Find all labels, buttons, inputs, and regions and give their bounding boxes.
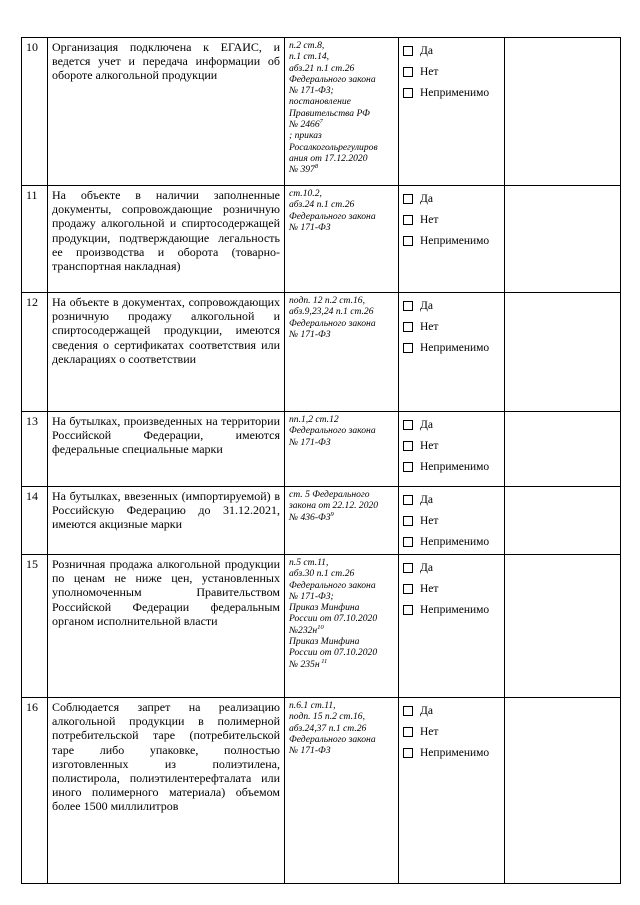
checklist-row bbox=[22, 698, 621, 884]
legal-reference-text: абз.21 п.1 ст.26 bbox=[289, 62, 355, 74]
answer-option[interactable] bbox=[403, 489, 500, 510]
legal-reference-line bbox=[289, 142, 394, 153]
legal-reference-line bbox=[289, 557, 394, 568]
answer-options bbox=[399, 412, 505, 487]
legal-reference bbox=[285, 293, 399, 412]
legal-reference-line bbox=[289, 199, 394, 210]
answer-option[interactable] bbox=[403, 578, 500, 599]
checkbox[interactable] bbox=[403, 67, 413, 77]
legal-reference-text: постановление bbox=[289, 96, 351, 108]
option-label: Неприменимо bbox=[420, 535, 490, 548]
notes-cell[interactable] bbox=[505, 698, 621, 884]
answer-option[interactable] bbox=[403, 337, 500, 358]
answer-option[interactable] bbox=[403, 40, 500, 61]
legal-reference-line bbox=[289, 613, 394, 624]
option-label: Неприменимо bbox=[420, 341, 490, 354]
option-label: Да bbox=[420, 44, 433, 57]
footnote-marker: 8 bbox=[314, 163, 319, 171]
answer-option[interactable] bbox=[403, 531, 500, 552]
footnote-marker: 9 bbox=[330, 510, 334, 518]
checklist-row bbox=[22, 555, 621, 698]
answer-option[interactable] bbox=[403, 510, 500, 531]
legal-reference-line bbox=[289, 222, 394, 233]
requirement-text: На бутылках, ввезенных (импортируемой) в Российскую Федерацию до 31.12.2021, имеются акцизные марки bbox=[48, 487, 285, 555]
footnote-marker: 11 bbox=[319, 657, 328, 665]
legal-reference-line bbox=[289, 329, 394, 340]
notes-cell[interactable] bbox=[505, 487, 621, 555]
legal-reference-line bbox=[289, 568, 394, 579]
answer-option[interactable] bbox=[403, 700, 500, 721]
legal-reference-text: Приказ Минфина bbox=[289, 602, 360, 614]
legal-reference-line bbox=[289, 108, 394, 119]
legal-reference-text: Федерального закона bbox=[289, 210, 376, 222]
legal-reference-text: ания от 17.12.2020 bbox=[289, 152, 368, 164]
checkbox[interactable] bbox=[403, 420, 413, 430]
legal-reference-line bbox=[289, 723, 394, 734]
row-number: 16 bbox=[22, 698, 48, 884]
legal-reference-line bbox=[289, 211, 394, 222]
checkbox[interactable] bbox=[403, 343, 413, 353]
answer-option[interactable] bbox=[403, 456, 500, 477]
legal-reference-text: подп. 15 п.2 ст.16, bbox=[289, 711, 365, 723]
checkbox[interactable] bbox=[403, 516, 413, 526]
legal-reference-text: абз.30 п.1 ст.26 bbox=[289, 568, 355, 580]
checkbox[interactable] bbox=[403, 563, 413, 573]
option-label: Неприменимо bbox=[420, 746, 490, 759]
checkbox[interactable] bbox=[403, 88, 413, 98]
legal-reference-text: абз.9,23,24 п.1 ст.26 bbox=[289, 306, 374, 318]
legal-reference-line bbox=[289, 85, 394, 96]
legal-reference-line bbox=[289, 734, 394, 745]
legal-reference-line bbox=[289, 414, 394, 425]
option-label: Да bbox=[420, 704, 433, 717]
legal-reference-text: № 171-ФЗ; bbox=[289, 590, 334, 602]
checkbox[interactable] bbox=[403, 236, 413, 246]
legal-reference-line bbox=[289, 318, 394, 329]
option-label: Нет bbox=[420, 514, 439, 527]
notes-cell[interactable] bbox=[505, 186, 621, 293]
legal-reference-text: России от 07.10.2020 bbox=[289, 647, 378, 659]
legal-reference-text: № 171-ФЗ bbox=[289, 221, 331, 233]
option-label: Да bbox=[420, 561, 433, 574]
legal-reference-text: Федерального закона bbox=[289, 579, 376, 591]
checkbox[interactable] bbox=[403, 605, 413, 615]
legal-reference-text: закона от 22.12. 2020 bbox=[289, 500, 379, 512]
answer-options bbox=[399, 38, 505, 186]
checkbox[interactable] bbox=[403, 46, 413, 56]
answer-option[interactable] bbox=[403, 557, 500, 578]
legal-reference-text: Росалкогольрегулиров bbox=[289, 141, 378, 153]
legal-reference-line bbox=[289, 659, 394, 670]
legal-reference-line bbox=[289, 745, 394, 756]
legal-reference-text: № 171-ФЗ bbox=[289, 436, 331, 448]
option-label: Да bbox=[420, 418, 433, 431]
legal-reference-line bbox=[289, 164, 394, 175]
legal-reference bbox=[285, 186, 399, 293]
option-label: Нет bbox=[420, 725, 439, 738]
row-number: 12 bbox=[22, 293, 48, 412]
legal-reference-line bbox=[289, 96, 394, 107]
notes-cell[interactable] bbox=[505, 293, 621, 412]
checkbox[interactable] bbox=[403, 215, 413, 225]
option-label: Да bbox=[420, 299, 433, 312]
legal-reference-text: № 397 bbox=[289, 164, 315, 176]
option-label: Нет bbox=[420, 213, 439, 226]
option-label: Нет bbox=[420, 320, 439, 333]
footnote-marker: 7 bbox=[319, 117, 323, 125]
legal-reference-text: России от 07.10.2020 bbox=[289, 613, 378, 625]
answer-option[interactable] bbox=[403, 742, 500, 763]
legal-reference-text: пп.1,2 ст.12 bbox=[289, 414, 339, 425]
option-label: Нет bbox=[420, 65, 439, 78]
requirement-text: Соблюдается запрет на реализацию алкогольной продукции в полимерной потребительской таре (потребительской таре либо упаковке, полностью изготовленных из полиэтилена, полистирола, полиэтилентерефталата или иного полимерного материала) объемом более 1500 миллилитров bbox=[48, 698, 285, 884]
legal-reference-line bbox=[289, 700, 394, 711]
row-number: 15 bbox=[22, 555, 48, 698]
checkbox[interactable] bbox=[403, 584, 413, 594]
checklist-row bbox=[22, 293, 621, 412]
requirement-text: Организация подключена к ЕГАИС, и ведется учет и передача информации об обороте алкогольной продукции bbox=[48, 38, 285, 186]
legal-reference-line bbox=[289, 188, 394, 199]
checklist-row bbox=[22, 186, 621, 293]
option-label: Неприменимо bbox=[420, 86, 490, 99]
answer-options bbox=[399, 698, 505, 884]
legal-reference-text: абз.24 п.1 ст.26 bbox=[289, 199, 355, 211]
option-label: Неприменимо bbox=[420, 234, 490, 247]
checkbox[interactable] bbox=[403, 727, 413, 737]
requirement-text: На бутылках, произведенных на территории Российской Федерации, имеются федеральные специальные марки bbox=[48, 412, 285, 487]
row-number: 10 bbox=[22, 38, 48, 186]
answer-option[interactable] bbox=[403, 721, 500, 742]
legal-reference-text: № 2466 bbox=[289, 119, 320, 131]
legal-reference-text: ст.10.2, bbox=[289, 188, 322, 199]
legal-reference-text: п.6.1 ст.11, bbox=[289, 700, 336, 711]
requirement-text: Розничная продажа алкогольной продукции по ценам не ниже цен, установленных уполномоченным Правительством Российской Федерации федеральным органом исполнительной власти bbox=[48, 555, 285, 698]
legal-reference-line bbox=[289, 51, 394, 62]
row-number: 14 bbox=[22, 487, 48, 555]
legal-reference-line bbox=[289, 500, 394, 511]
legal-reference-line bbox=[289, 647, 394, 658]
checkbox[interactable] bbox=[403, 748, 413, 758]
legal-reference bbox=[285, 487, 399, 555]
checkbox[interactable] bbox=[403, 462, 413, 472]
legal-reference-text: п.1 ст.14, bbox=[289, 51, 330, 63]
legal-reference-line bbox=[289, 153, 394, 164]
legal-reference bbox=[285, 38, 399, 186]
answer-option[interactable] bbox=[403, 61, 500, 82]
notes-cell[interactable] bbox=[505, 555, 621, 698]
checklist-row bbox=[22, 487, 621, 555]
legal-reference-line bbox=[289, 602, 394, 613]
legal-reference-text: Федерального закона bbox=[289, 73, 376, 85]
checkbox[interactable] bbox=[403, 706, 413, 716]
legal-reference-text: №232н bbox=[289, 624, 318, 636]
checkbox[interactable] bbox=[403, 194, 413, 204]
legal-reference-line bbox=[289, 425, 394, 436]
checklist-row bbox=[22, 38, 621, 186]
legal-reference-line bbox=[289, 580, 394, 591]
legal-reference-text: абз.24,37 п.1 ст.26 bbox=[289, 722, 367, 734]
legal-reference-text: ст. 5 Федерального bbox=[289, 489, 370, 500]
legal-reference-text: № 171-ФЗ; bbox=[289, 85, 334, 97]
legal-reference-text: № 171-ФЗ bbox=[289, 745, 331, 757]
legal-reference-line bbox=[289, 591, 394, 602]
legal-reference-text: № 171-ФЗ bbox=[289, 328, 331, 340]
legal-reference-line bbox=[289, 119, 394, 130]
legal-reference bbox=[285, 555, 399, 698]
answer-option[interactable] bbox=[403, 82, 500, 103]
option-label: Неприменимо bbox=[420, 460, 490, 473]
legal-reference-line bbox=[289, 489, 394, 500]
notes-cell[interactable] bbox=[505, 38, 621, 186]
legal-reference-line bbox=[289, 512, 394, 523]
legal-reference-line bbox=[289, 625, 394, 636]
legal-reference bbox=[285, 698, 399, 884]
legal-reference-line bbox=[289, 711, 394, 722]
legal-reference-text: Федерального закона bbox=[289, 733, 376, 745]
notes-cell[interactable] bbox=[505, 412, 621, 487]
legal-reference bbox=[285, 412, 399, 487]
requirement-text: На объекте в наличии заполненные документы, сопровождающие розничную продажу алкогольной и спиртосодержащей продукции, подтверждающие легальность ее производства и оборота (товарно-транспортная накладная) bbox=[48, 186, 285, 293]
option-label: Нет bbox=[420, 439, 439, 452]
answer-option[interactable] bbox=[403, 599, 500, 620]
answer-options bbox=[399, 293, 505, 412]
answer-options bbox=[399, 186, 505, 293]
legal-reference-text: № 436-ФЗ bbox=[289, 511, 331, 523]
footnote-marker: 10 bbox=[317, 623, 324, 631]
row-number: 11 bbox=[22, 186, 48, 293]
answer-option[interactable] bbox=[403, 316, 500, 337]
answer-options bbox=[399, 555, 505, 698]
answer-option[interactable] bbox=[403, 295, 500, 316]
legal-reference-text: № 235н bbox=[289, 658, 320, 670]
checkbox[interactable] bbox=[403, 537, 413, 547]
answer-option[interactable] bbox=[403, 414, 500, 435]
option-label: Да bbox=[420, 493, 433, 506]
legal-reference-line bbox=[289, 74, 394, 85]
checklist-table bbox=[21, 37, 621, 884]
legal-reference-text: подп. 12 п.2 ст.16, bbox=[289, 295, 365, 306]
row-number: 13 bbox=[22, 412, 48, 487]
legal-reference-text: п.2 ст.8, bbox=[289, 40, 325, 51]
checkbox[interactable] bbox=[403, 495, 413, 505]
option-label: Неприменимо bbox=[420, 603, 490, 616]
checklist-row bbox=[22, 412, 621, 487]
legal-reference-line bbox=[289, 295, 394, 306]
option-label: Нет bbox=[420, 582, 439, 595]
legal-reference-text: ; приказ bbox=[289, 130, 322, 142]
legal-reference-line bbox=[289, 306, 394, 317]
legal-reference-line bbox=[289, 636, 394, 647]
legal-reference-text: Правительства РФ bbox=[289, 107, 370, 119]
answer-option[interactable] bbox=[403, 435, 500, 456]
legal-reference-text: Федерального закона bbox=[289, 317, 376, 329]
legal-reference-text: Приказ Минфина bbox=[289, 636, 360, 648]
legal-reference-line bbox=[289, 63, 394, 74]
checkbox[interactable] bbox=[403, 322, 413, 332]
checkbox[interactable] bbox=[403, 441, 413, 451]
legal-reference-line bbox=[289, 130, 394, 141]
answer-options bbox=[399, 487, 505, 555]
legal-reference-line bbox=[289, 40, 394, 51]
answer-option[interactable] bbox=[403, 188, 500, 209]
checklist-body bbox=[22, 38, 621, 884]
answer-option[interactable] bbox=[403, 209, 500, 230]
legal-reference-text: Федерального закона bbox=[289, 425, 376, 437]
legal-reference-line bbox=[289, 437, 394, 448]
answer-option[interactable] bbox=[403, 230, 500, 251]
requirement-text: На объекте в документах, сопровождающих розничную продажу алкогольной и спиртосодержащей продукции, имеются сведения о сертификатах соответствия или декларациях о соответствии bbox=[48, 293, 285, 412]
checkbox[interactable] bbox=[403, 301, 413, 311]
option-label: Да bbox=[420, 192, 433, 205]
legal-reference-text: п.5 ст.11, bbox=[289, 557, 329, 568]
